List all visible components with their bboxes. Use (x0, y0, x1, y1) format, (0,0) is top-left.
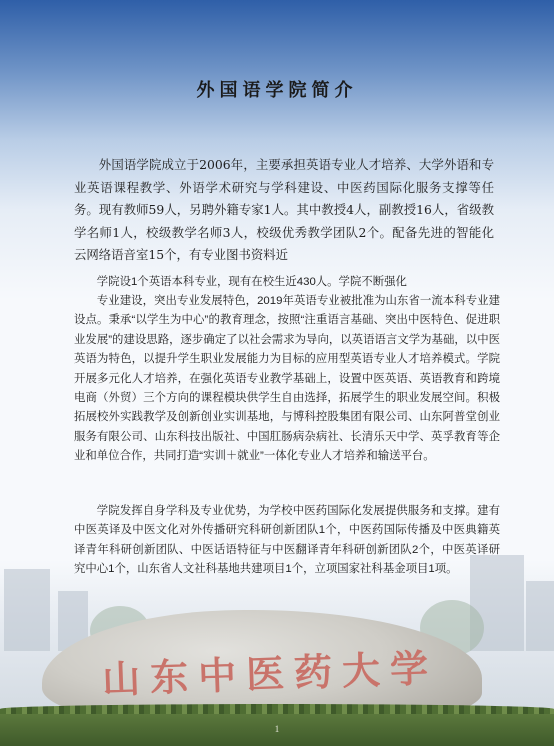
body-paragraph: 学院设1个英语本科专业，现有在校生近430人。学院不断强化 (96, 276, 407, 288)
body-paragraph: 学院发挥自身学科及专业优势，为学校中医药国际化发展提供服务和支撑。建有中医英译及中医文化对外传播研究科研创新团队1个，中医药国际传播及中医典籍英译青年科研创新团队、中医话语特征与中医翻译青年科研创新团队2个，中医英译研究中心1个，山东省人文社科基地共建项目1个，立项国家社科基金项目1项。 (74, 505, 500, 576)
page-number: 1 (274, 724, 280, 734)
building-silhouette (526, 581, 554, 651)
stone-inscription: 山东中医药大学 (101, 645, 439, 702)
page-title: 外国语学院简介 (196, 80, 358, 101)
intro-paragraph: 外国语学院成立于2006年，主要承担英语专业人才培养、大学外语和专业英语课程教学、外语学术研究与学科建设、中医药国际化服务支撑等任务。现有教师59人，另聘外籍专家1人。其中教授4人，副教授16人，省级教学名师1人，校级教学名师3人，校级优秀教学团队2个。配备先进的智能化云网络语音室15个，有专业图书资料近 (74, 157, 494, 263)
body-paragraph: 专业建设，突出专业发展特色，2019年英语专业被批准为山东省一流本科专业建设点。秉承“以学生为中心”的教育理念，按照“注重语言基础、突出中医特色、促进职业发展”的建设思路，逐步确定了以社会需求为导向，以英语语言文学为基础，以中医英语为特色，以提升学生职业发展能力为目标的应用型英语专业人才培养模式。学院开展多元化人才培养，在强化英语专业教学基础上，设置中医英语、英语教育和跨境电商（外贸）三个方向的课程模块供学生自由选择，拓展学生的职业发展空间。积极拓展校外实践教学及创新创业实训基地，与博科控股集团有限公司、山东阿普堂创业服务有限公司、山东科技出版社、中国肛肠病杂病社、长清乐天中学、英孚教育等企业和单位合作，共同打造“实训＋就业”一体化专业人才培养和输送平台。 (74, 295, 500, 463)
building-silhouette (4, 569, 50, 651)
